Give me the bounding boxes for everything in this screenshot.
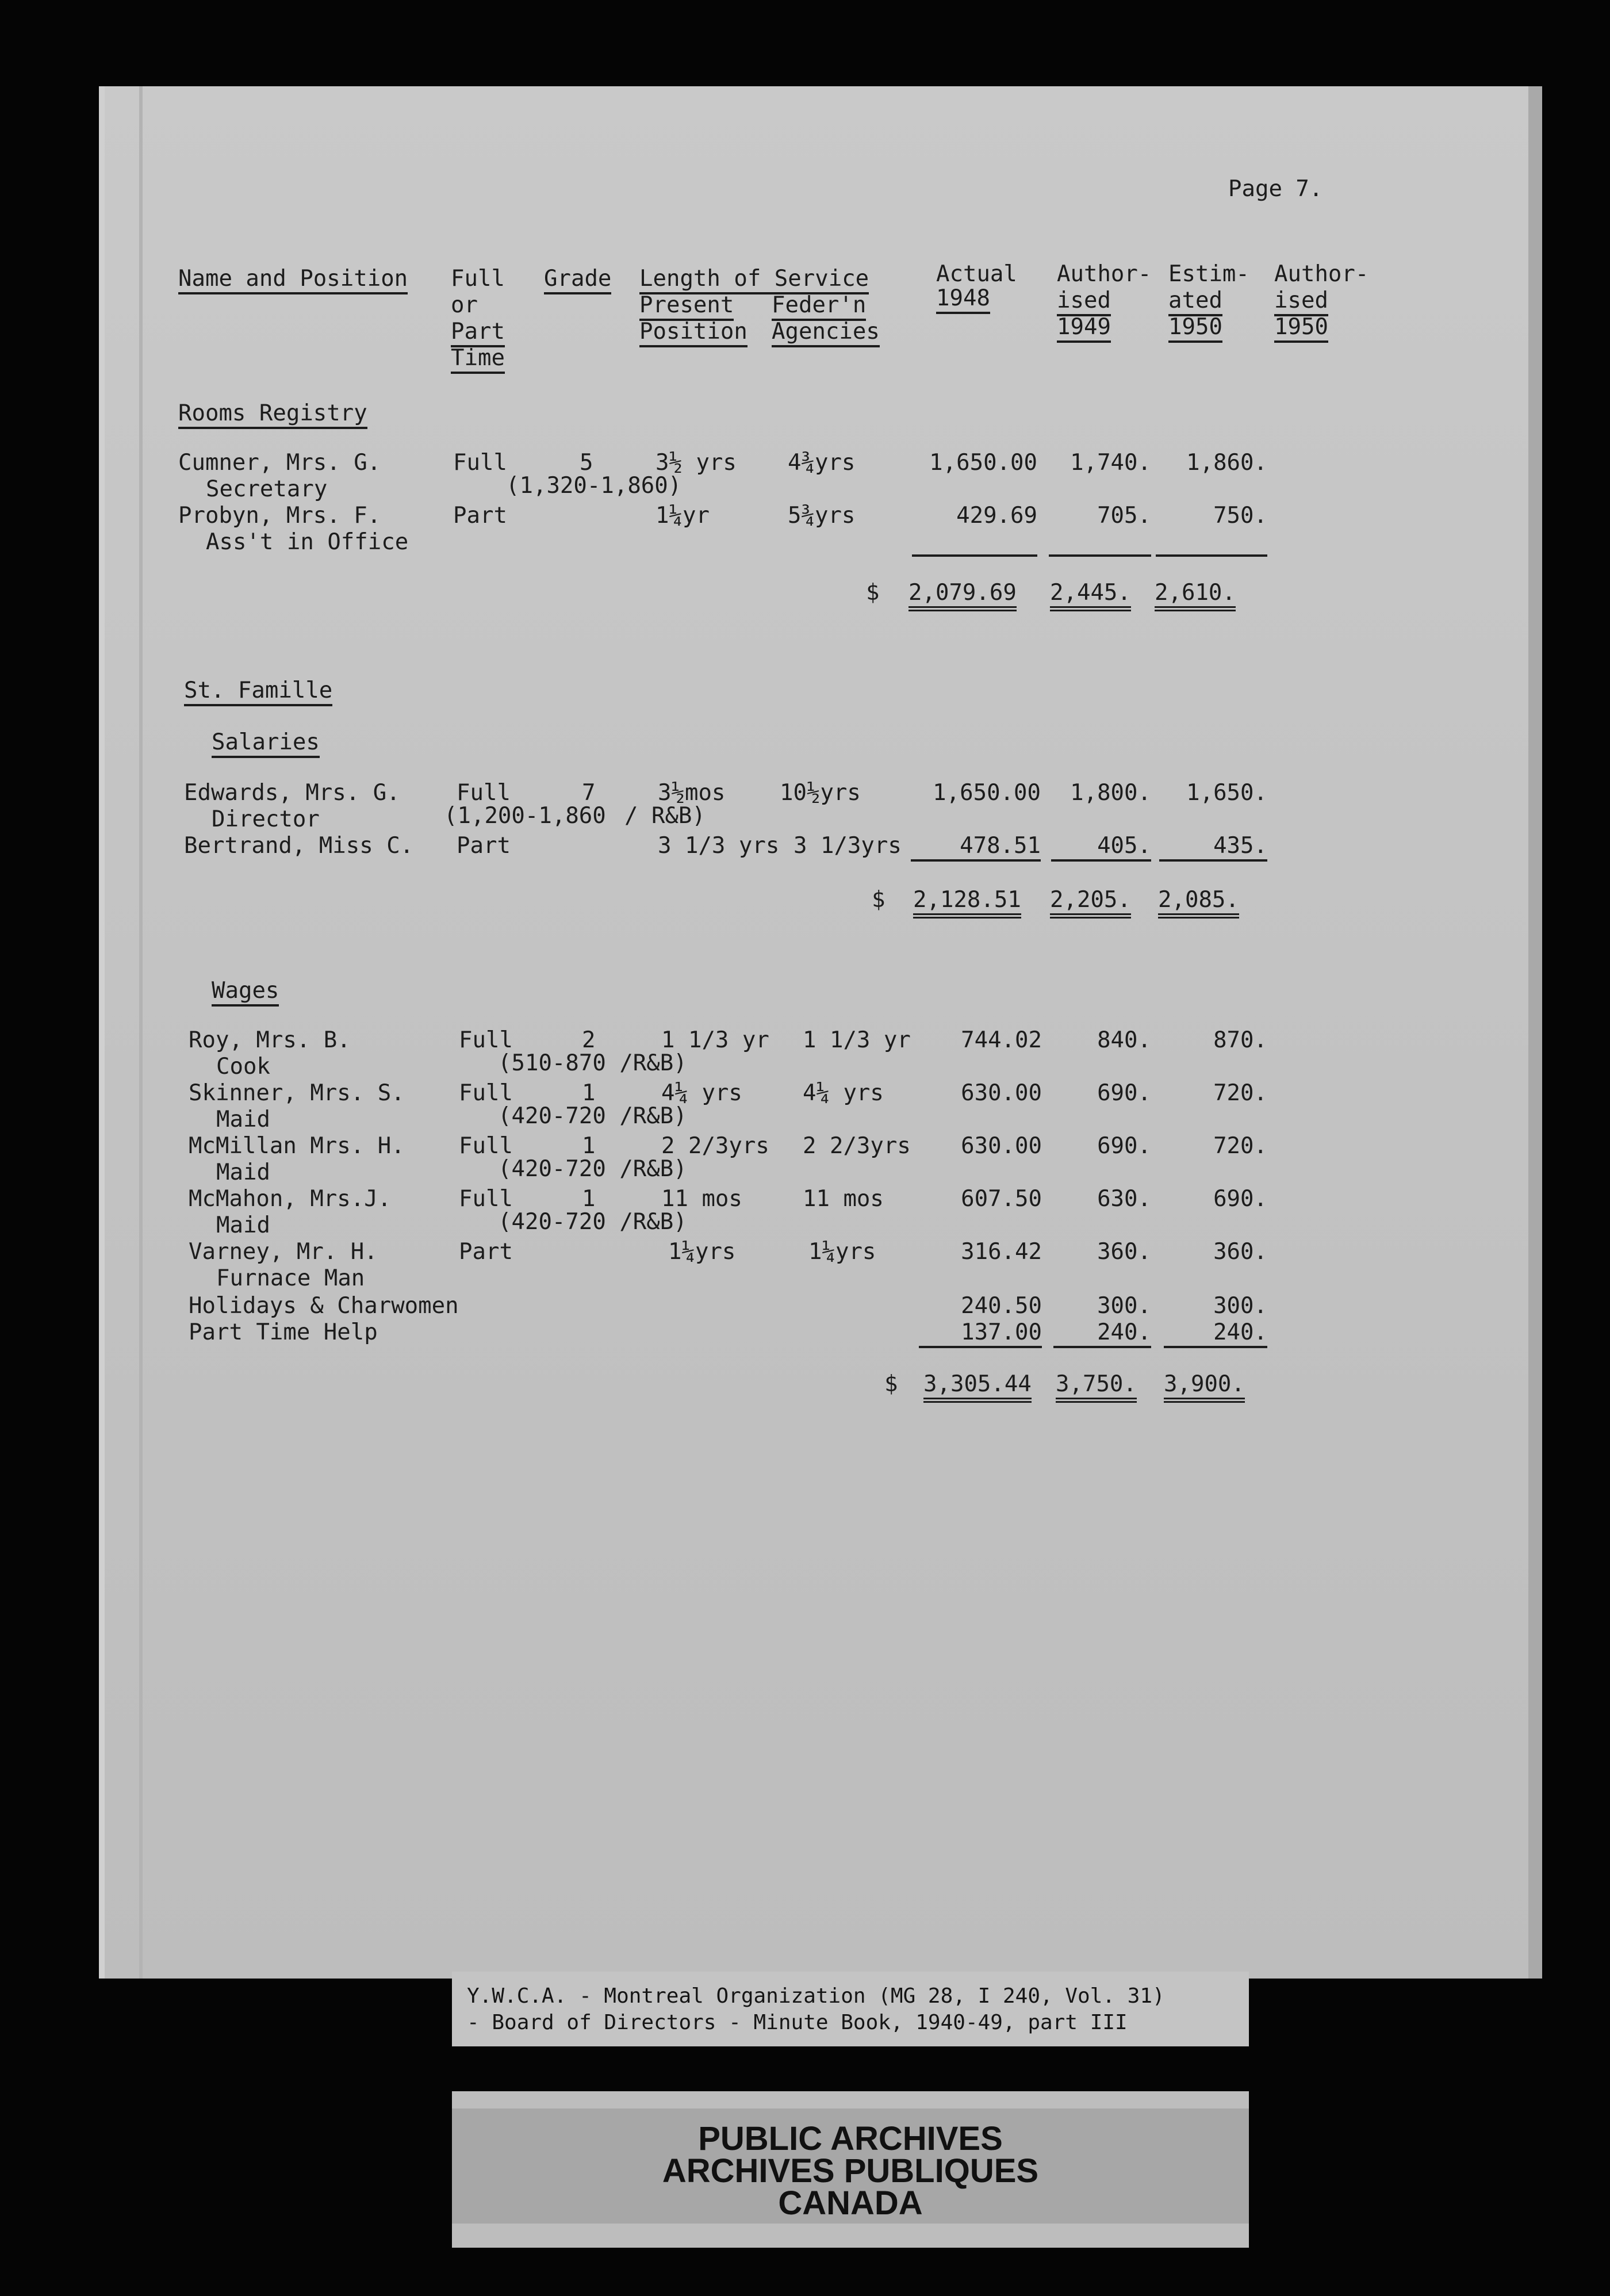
header-author-1949: Author-: [1057, 261, 1152, 287]
header-ised-1950: ised: [1274, 288, 1328, 316]
total-auth-1949: 3,750.: [1056, 1371, 1137, 1403]
stamp-line-2: ARCHIVES PUBLIQUES: [662, 2152, 1039, 2190]
header-position: Position: [639, 319, 747, 347]
header-name-position: Name and Position: [178, 266, 408, 294]
header-estim-1950: Estim-: [1168, 261, 1249, 287]
total-est-1950: 2,085.: [1158, 887, 1239, 919]
header-year-est-1950: 1950: [1168, 314, 1222, 343]
subsection-title-wages: Wages: [212, 978, 279, 1007]
header-year-auth-1950: 1950: [1274, 314, 1328, 343]
public-archives-stamp: [452, 2091, 1249, 2248]
header-1948: 1948: [936, 285, 990, 314]
header-time: Time: [451, 345, 505, 374]
subsection-title-salaries: Salaries: [212, 729, 320, 758]
header-ated-1950: ated: [1168, 288, 1222, 316]
section-title-st-famille: St. Famille: [184, 678, 332, 706]
header-grade: Grade: [544, 266, 611, 294]
total-auth-1949: 2,205.: [1050, 887, 1131, 919]
page-number: Page 7.: [1228, 176, 1323, 202]
total-est-1950: 3,900.: [1164, 1371, 1245, 1403]
caption-line-1: Y.W.C.A. - Montreal Organization (MG 28, I 240, Vol. 31): [467, 1984, 1165, 2008]
header-ised-1949: ised: [1057, 288, 1111, 316]
currency-sign: $: [872, 887, 885, 913]
total-actual: 2,128.51: [913, 887, 1021, 919]
caption-line-2: - Board of Directors - Minute Book, 1940-49, part III: [467, 2011, 1128, 2034]
total-est-1950: 2,610.: [1155, 580, 1236, 611]
currency-sign: $: [866, 580, 880, 606]
header-actual: Actual: [936, 261, 1017, 287]
header-year-1949: 1949: [1057, 314, 1111, 343]
document-page: Page 7. Name and Position Full or Part Time Grade Length of Service Present Position Feder'n Agencies Actual 1948 Author- ised 1949 Estim- ated 1950 Author- ised 1950 Rooms Registry Cumner, Mrs. G. Secretary Full 5 (1,320-1,860) 3½ yrs 4¾yrs 1,650.00 1,740. 1,860. Probyn, Mrs. F. Ass't in Office Part 1¼yr 5¾yrs 429.69 705. 750. $ 2,079.69 2,445. 2,610. St. Famille Salaries Edwards, Mrs. G. Director Full 7 (1,200-1,860 / R&B) 3½mos 10½yrs 1,650.00 1,800. 1,650. Bertrand, Miss C. Part 3 1/3 yrs 3 1/3yrs 478.51 405. 435. $ 2,128.51 2,205. 2,085. Wages Roy, Mrs. B. Cook Full 2 (510-870 /R&B) 1 1/3 yr 1 1/3 yr 744.02 840. 870. Skinner, Mrs. S. Maid Full 1 (420-720 /R&B) 4¼ yrs 4¼ yrs 630.00 690. 720. McMillan Mrs. H. Maid Full 1 (420-720 /R&B) 2 2/3yrs 2 2/3yrs 630.00 690. 720. McMahon, Mrs.J. Maid Full 1 (420-720 /R&B) 11 mos 11 mos 607.50 630. 690. Varney, Mr. H. Furnace Man Part 1¼yrs 1¼yrs 316.42 360. 360. Holidays & Charwomen 240.50 300. 300. Part Time Help 137.00 240. 240. $ 3,305.44 3,750. 3,900.: [99, 86, 1542, 1979]
subtotal-rule: [1156, 554, 1267, 557]
header-federn: Feder'n: [772, 292, 866, 321]
section-title-rooms-registry: Rooms Registry: [178, 400, 367, 429]
total-actual: 2,079.69: [908, 580, 1017, 611]
header-or: or: [451, 292, 478, 318]
header-full: Full: [451, 266, 505, 292]
total-auth-1949: 2,445.: [1050, 580, 1131, 611]
stamp-line-1: PUBLIC ARCHIVES: [698, 2120, 1003, 2157]
currency-sign: $: [884, 1371, 898, 1397]
total-actual: 3,305.44: [923, 1371, 1032, 1403]
stamp-line-3: CANADA: [778, 2184, 923, 2222]
header-present: Present: [639, 292, 734, 321]
header-agencies: Agencies: [772, 319, 880, 347]
header-length-of-service: Length of Service: [639, 266, 869, 294]
subtotal-rule: [1049, 554, 1151, 557]
header-author-1950: Author-: [1274, 261, 1369, 287]
header-part: Part: [451, 319, 505, 347]
archive-caption-label: [452, 1972, 1249, 2046]
subtotal-rule: [912, 554, 1037, 557]
